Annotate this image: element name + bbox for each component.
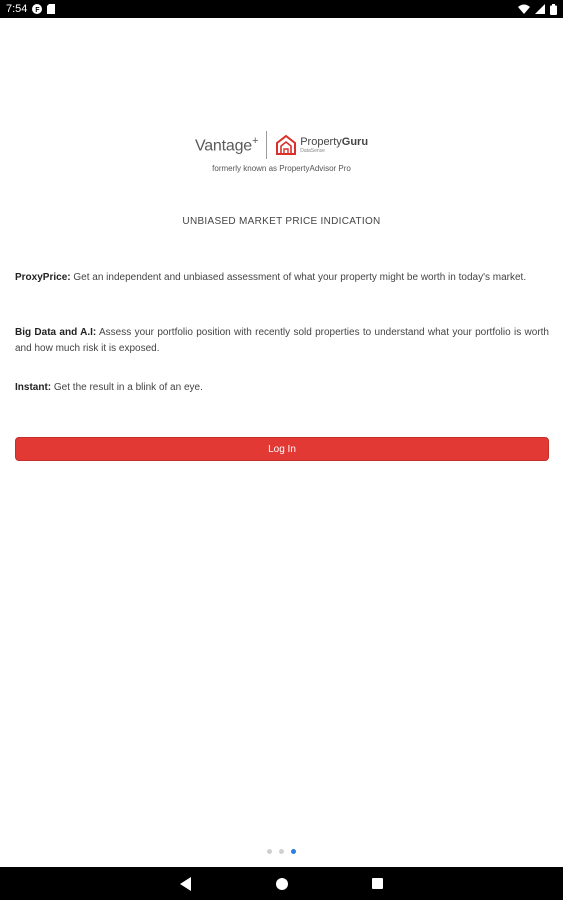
propertyguru-logo [275, 134, 368, 156]
vantage-plus: + [251, 134, 259, 147]
sim-card-icon [47, 4, 55, 14]
feature-text: Get an independent and unbiased assessment of what your property might be worth in today's market. [70, 272, 527, 283]
login-button[interactable]: Log In [15, 437, 549, 461]
recents-icon[interactable] [368, 874, 388, 894]
brand-bold: Guru [341, 135, 369, 148]
page-dot-1[interactable] [267, 849, 272, 854]
feature-proxyprice [15, 270, 549, 286]
logo-area [0, 128, 563, 173]
logo-divider [266, 131, 267, 159]
status-right [518, 4, 557, 15]
vantage-logo-text: Vantage [194, 137, 252, 155]
feature-text: Get the result in a blink of an eye. [51, 382, 203, 393]
propertyguru-text [300, 137, 368, 148]
brand-sub: DataSense [300, 147, 325, 154]
page-dot-3-active[interactable] [291, 849, 296, 854]
feature-text: Assess your portfolio position with recently sold properties to understand what your portfolio is worth and how much risk it is exposed. [15, 327, 549, 354]
feature-title: Big Data and A.I: [15, 327, 97, 338]
status-left [6, 3, 55, 15]
feature-title: ProxyPrice: [15, 272, 71, 283]
formerly-known-as: formerly known as PropertyAdvisor Pro [212, 164, 351, 173]
wifi-icon [518, 4, 530, 14]
status-bar [0, 0, 563, 18]
propertyguru-wordmark [300, 137, 368, 154]
page-headline: UNBIASED MARKET PRICE INDICATION [182, 216, 381, 227]
f-notification-icon [32, 4, 42, 14]
status-time: 7:54 [6, 3, 28, 15]
svg-text:F: F [35, 7, 41, 14]
feature-title: Instant: [15, 382, 52, 393]
battery-icon [550, 4, 557, 15]
vantage-logo [195, 135, 258, 155]
brand-prefix: Property [300, 135, 342, 148]
feature-big-data [15, 325, 549, 357]
page-dot-2[interactable] [279, 849, 284, 854]
navigation-bar [0, 867, 563, 900]
page-indicator [0, 849, 563, 854]
back-icon[interactable] [176, 874, 196, 894]
logo-row [195, 128, 368, 162]
home-icon[interactable] [272, 874, 292, 894]
cell-signal-icon [535, 4, 545, 14]
propertyguru-house-icon [275, 134, 297, 156]
feature-instant [15, 380, 549, 396]
